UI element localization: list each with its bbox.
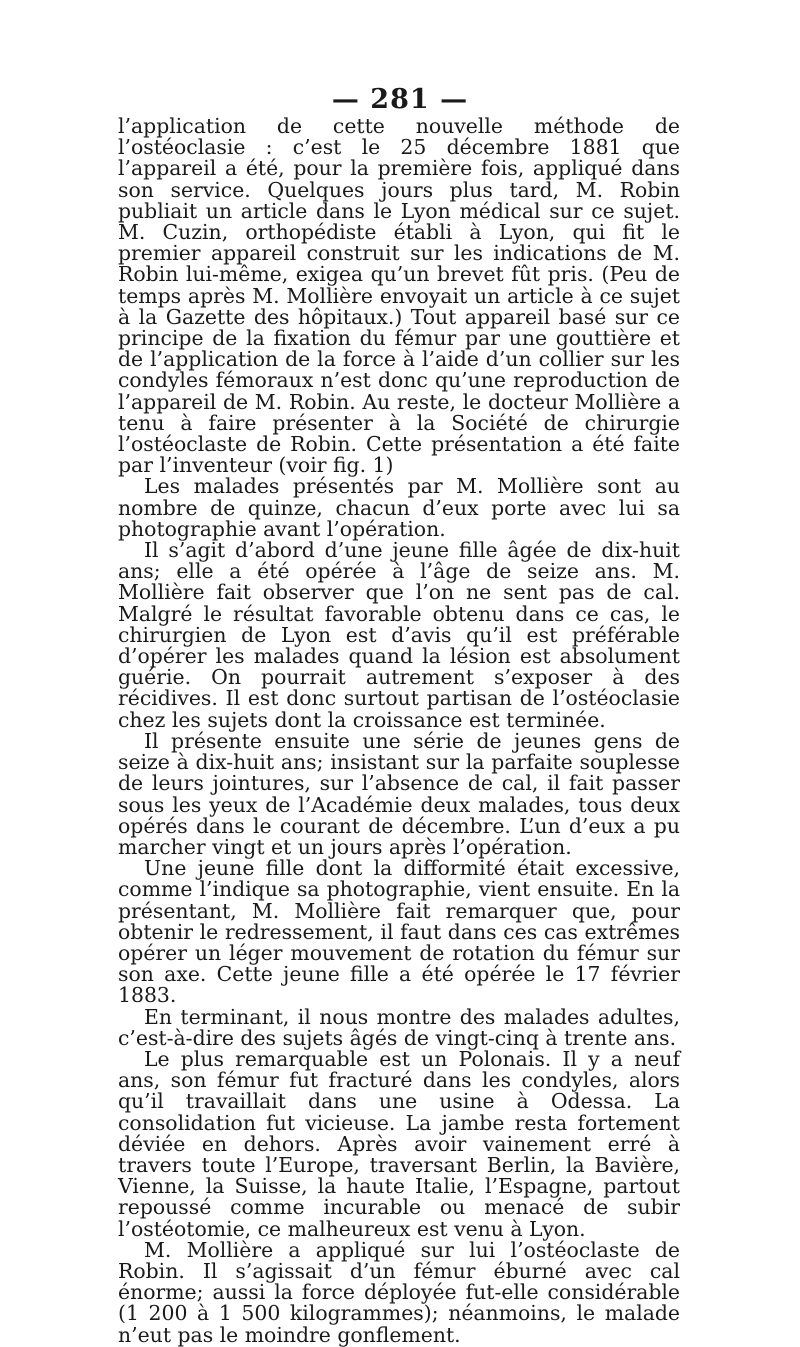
paragraph-8: M. Mollière a appliqué sur lui l’ostéoclaste de Robin. Il s’agissait d’un fémur éburné avec cal énorme; aussi la force déployée fut-elle considérable (1 200 à 1 500 kilogrammes); néanmoins, le malade n’eut pas le moindre gonflement. <box>118 1237 680 1347</box>
paragraph-1: l’application de cette nouvelle méthode de l’ostéoclasie : c’est le 25 décembre 1881 que l’appareil a été, pour la première fois, appliqué dans son service. Quelques jours plus tard, M. Robin publiait un article dans le Lyon médical sur ce sujet. M. Cuzin, orthopédiste établi à Lyon, qui fit le premier appareil construit sur les indications de M. Robin lui-même, exigea qu’un brevet fût pris. (Peu de temps après M. Mollière envoyait un article à ce sujet à la Gazette des hôpitaux.) Tout appareil basé sur ce principe de la fixation du fémur par une gouttière et de l’application de la force à l’aide d’un collier sur les condyles fémoraux n’est donc qu’une reproduction de l’appareil de M. Robin. Au reste, le docteur Mollière a tenu à faire présenter à la Société de chirurgie l’ostéoclaste de Robin. Cette présentation a été faite par l’inventeur (voir fig. 1) <box>118 114 680 478</box>
paragraph-4: Il présente ensuite une série de jeunes gens de seize à dix-huit ans; insistant sur la parfaite souplesse de leurs jointures, sur l’absence de cal, il fait passer sous les yeux de l’Académie deux malades, tous deux opérés dans le courant de décembre. L’un d’eux a pu marcher vingt et un jours après l’opération. <box>118 728 680 859</box>
paragraph-2: Les malades présentés par M. Mollière sont au nombre de quinze, chacun d’eux porte avec lui sa photographie avant l’opération. <box>118 474 680 541</box>
paragraph-7: Le plus remarquable est un Polonais. Il y a neuf ans, son fémur fut fracturé dans les condyles, alors qu’il travaillait dans une usine à Odessa. La consolidation fut vicieuse. La jambe resta fortement déviée en dehors. Après avoir vainement erré à travers toute l’Europe, traversant Berlin, la Bavière, Vienne, la Suisse, la haute Italie, l’Espagne, partout repoussé comme incurable ou menacé de subir l’ostéotomie, ce malheureux est venu à Lyon. <box>118 1046 680 1241</box>
paragraph-6: En terminant, il nous montre des malades adultes, c’est-à-dire des sujets âgés de vingt-cinq à trente ans. <box>118 1004 680 1050</box>
paragraph-3: Il s’agit d’abord d’une jeune fille âgée de dix-huit ans; elle a été opérée à l’âge de seize ans. M. Mollière fait observer que l’on ne sent pas de cal. Malgré le résultat favorable obtenu dans ce cas, le chirurgien de Lyon est d’avis qu’il est préférable d’opérer les malades quand la lésion est absolument guérie. On pourrait autrement s’exposer à des récidives. Il est donc surtout partisan de l’ostéoclasie chez les sujets dont la croissance est terminée. <box>118 538 680 732</box>
paragraph-5: Une jeune fille dont la difformité était excessive, comme l’indique sa photographie, vient ensuite. En la présentant, M. Mollière fait remarquer que, pour obtenir le redressement, il faut dans ces cas extrêmes opérer un léger mouvement de rotation du fémur sur son axe. Cette jeune fille a été opérée le 17 février 1883. <box>118 856 680 1008</box>
page-number: — 281 — <box>331 84 469 115</box>
body-text <box>118 116 680 1346</box>
